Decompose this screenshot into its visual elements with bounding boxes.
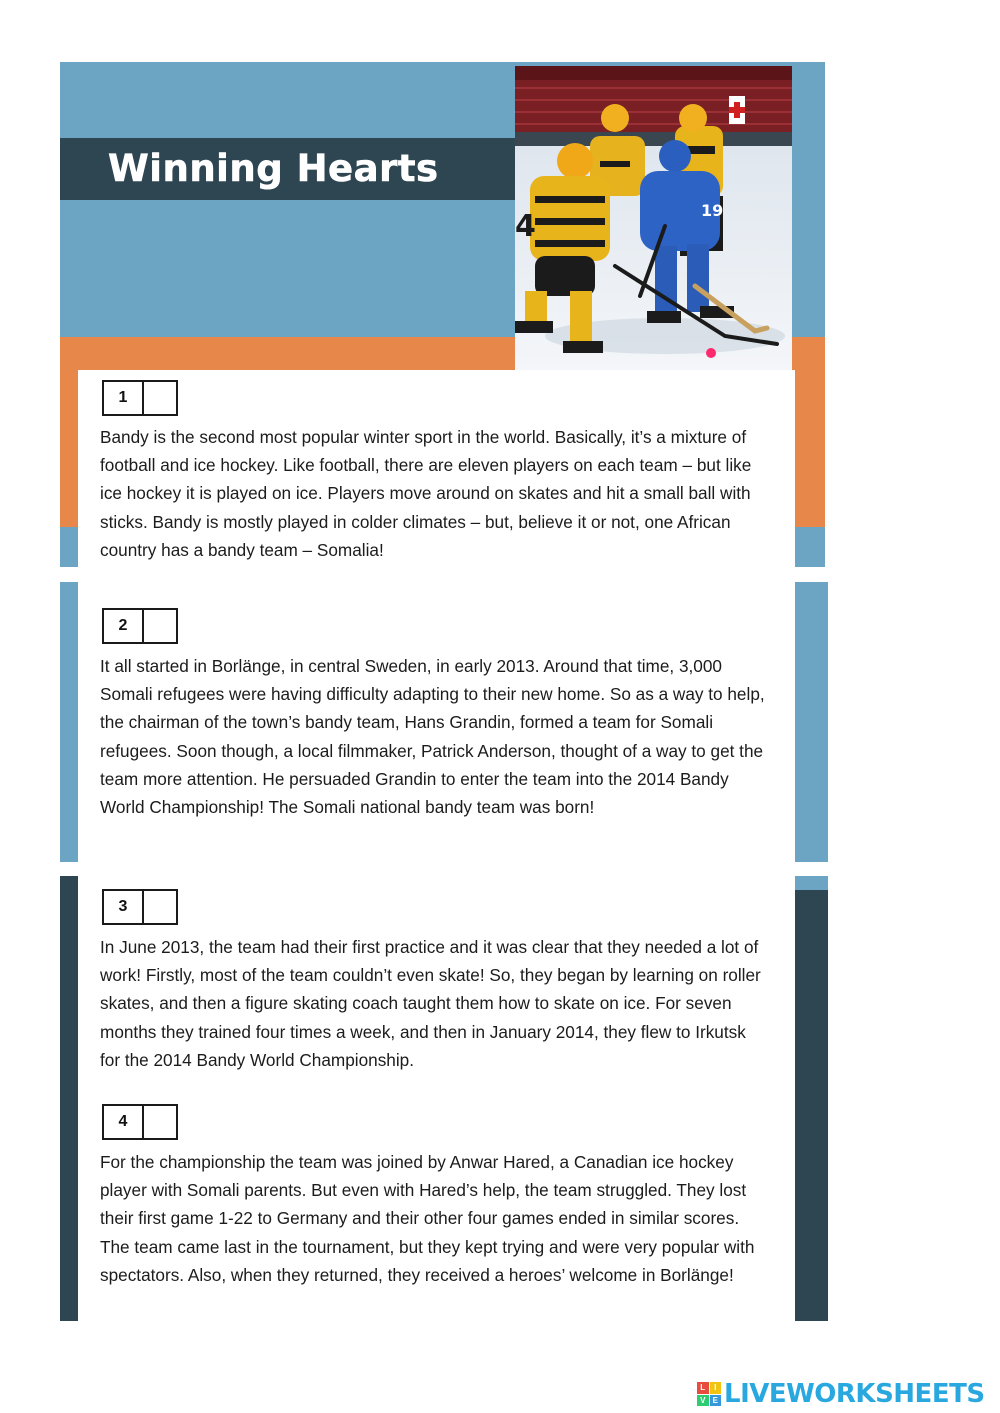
answer-input-4[interactable]	[144, 1106, 176, 1138]
jersey-number-4: 4	[515, 209, 536, 244]
answer-input-2[interactable]	[144, 610, 176, 642]
answer-input-3[interactable]	[144, 891, 176, 923]
section-3-text: In June 2013, the team had their first practice and it was clear that they needed a lot of work! Firstly, most of the team couldn’t even skate! So, they began by learning on roller skates, and then a figure skating coach taught them how to skate on ice. For seven months they trained four times a week, and then in January 2014, they flew to Irkutsk for the 2014 Bandy World Championship.	[100, 937, 761, 1070]
section-3-number-box	[102, 889, 178, 925]
section-1-number-box	[102, 380, 178, 416]
answer-input-1[interactable]	[144, 382, 176, 414]
section-2-number-box	[102, 608, 178, 644]
section3-right-band-top	[795, 876, 828, 890]
liveworksheets-logo-icon: L I V E	[697, 1382, 721, 1406]
bandy-players-photo	[515, 66, 792, 371]
page-title: Winning Hearts	[108, 147, 439, 190]
section-number: 2	[104, 610, 144, 642]
section-1-text: Bandy is the second most popular winter sport in the world. Basically, it’s a mixture of football and ice hockey. Like football, there are eleven players on each team – but like ice hockey it is played on ice. Players move around on skates and hit a small ball with sticks. Bandy is mostly played in colder climates – but, believe it or not, one African country has a bandy team – Somalia!	[100, 427, 752, 560]
section-number: 3	[104, 891, 144, 923]
section2-right-band	[795, 582, 828, 862]
section-2-text: It all started in Borlänge, in central Sweden, in early 2013. Around that time, 3,000 Somali refugees were having difficulty adapting to their new home. So as a way to help, the chairman of the town’s bandy team, Hans Grandin, formed a team for Somali refugees. Soon though, a local filmmaker, Patrick Anderson, thought of a way to get the team more attention. He persuaded Grandin to enter the team into the 2014 Bandy World Championship! The Somali national bandy team was born!	[100, 656, 765, 818]
watermark-text: LIVEWORKSHEETS	[724, 1379, 985, 1409]
section-4-text: For the championship the team was joined by Anwar Hared, a Canadian ice hockey player with Somali parents. But even with Hared’s help, the team struggled. They lost their first game 1-22 to Germany and their other four games ended in similar scores. The team came last in the tournament, but they kept trying and were very popular with spectators. Also, when they returned, they received a heroes’ welcome in Borlänge!	[100, 1152, 755, 1285]
liveworksheets-watermark[interactable]	[697, 1378, 985, 1410]
section2-left-band	[60, 582, 78, 862]
jersey-number-19: 19	[701, 201, 724, 220]
section-number: 1	[104, 382, 144, 414]
section-number: 4	[104, 1106, 144, 1138]
section-4-number-box	[102, 1104, 178, 1140]
section3-left-band	[60, 876, 78, 1321]
section3-right-band	[795, 890, 828, 1321]
